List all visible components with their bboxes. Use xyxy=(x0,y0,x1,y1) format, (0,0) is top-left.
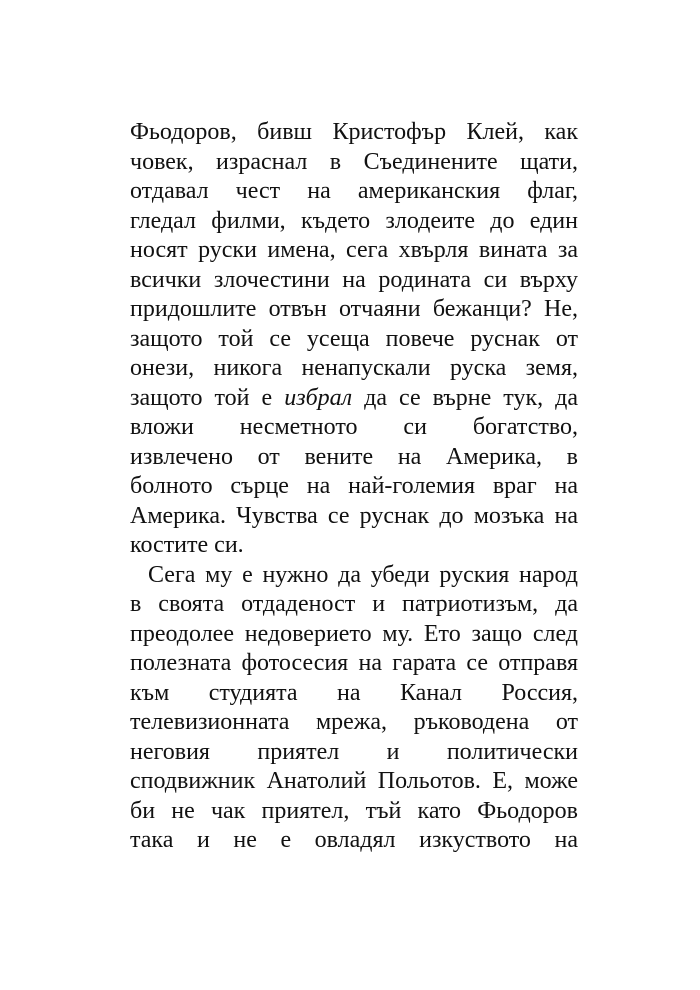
text-line: в своята отдаденост и патриотизъм, да xyxy=(130,591,578,617)
text-segment: да се върне тук, да xyxy=(352,384,579,411)
text-segment: защото той е xyxy=(130,384,285,411)
text-line: преодолее недоверието му. Ето защо след xyxy=(130,620,578,647)
text-line: онези, никога ненапускали руска земя, xyxy=(130,355,578,381)
text-line: костите си. xyxy=(130,532,244,558)
paragraph-2 xyxy=(130,561,578,856)
text-line: отдавал чест на американския флаг, xyxy=(130,178,578,204)
text-line: защото той се усеща повече руснак от xyxy=(130,325,578,352)
text-line: Америка. Чувства се руснак до мозъка на xyxy=(130,502,578,529)
text-line: придошлите отвън отчаяни бежанци? Не, xyxy=(130,296,578,322)
text-line: така и не е овладял изкуството на xyxy=(130,827,578,853)
text-line: полезната фотосесия на гарата се отправя xyxy=(130,650,578,676)
italic-emphasis: избрал xyxy=(284,384,353,411)
text-line: гледал филми, където злодеите до един xyxy=(130,207,578,234)
text-line: сподвижник Анатолий Польотов. Е, може xyxy=(130,768,578,794)
text-line: телевизионната мрежа, ръководена от xyxy=(130,709,578,735)
text-line: би не чак приятел, тъй като Фьодоров xyxy=(130,797,578,824)
text-line-mixed xyxy=(130,384,578,414)
text-line: Сега му е нужно да убеди руския народ xyxy=(148,561,578,588)
text-line: извлечено от вените на Америка, в xyxy=(130,443,578,470)
text-line: болното сърце на най-големия враг на xyxy=(130,473,578,499)
body-text xyxy=(130,118,578,856)
text-line: към студията на Канал Россия, xyxy=(130,679,578,706)
text-line: човек, израснал в Съединените щати, xyxy=(130,148,578,175)
text-line: всички злочестини на родината си върху xyxy=(130,266,578,293)
paragraph-1 xyxy=(130,118,578,561)
text-line: носят руски имена, сега хвърля вината за xyxy=(130,237,578,263)
text-line: вложи несметното си богатство, xyxy=(130,414,578,440)
text-line: неговия приятел и политически xyxy=(130,738,578,765)
text-line: Фьодоров, бивш Кристофър Клей, как xyxy=(130,119,578,145)
